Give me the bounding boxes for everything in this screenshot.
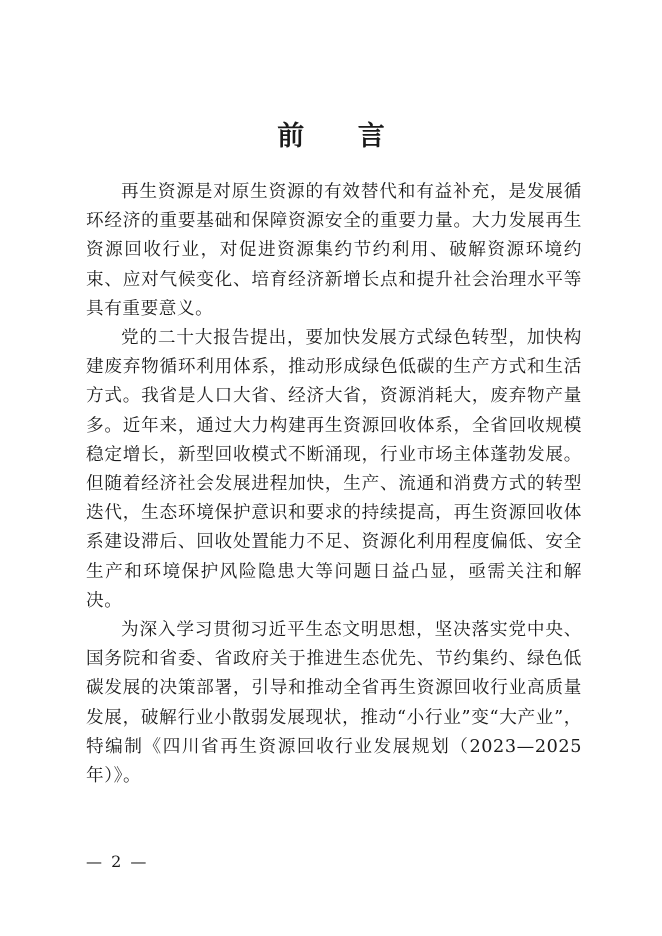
paragraph-2: 党的二十大报告提出，要加快发展方式绿色转型，加快构建废弃物循环利用体系，推动形成绿色低碳的生产方式和生活方式。我省是人口大省、经济大省，资源消耗大，废弃物产量多。近年来，通过大力构建再生资源回收体系，全省回收规模稳定增长，新型回收模式不断涌现，行业市场主体蓬勃发展。但随着经济社会发展进程加快，生产、流通和消费方式的转型迭代，生态环境保护意识和要求的持续提高，再生资源回收体系建设滞后、回收处置能力不足、资源化利用程度偏低、安全生产和环境保护风险隐患大等问题日益凸显，亟需关注和解决。 bbox=[86, 328, 582, 611]
paragraph-1: 再生资源是对原生资源的有效替代和有益补充，是发展循环经济的重要基础和保障资源安全的重要力量。大力发展再生资源回收行业，对促进资源集约节约利用、破解资源环境约束、应对气候变化、培育经济新增长点和提升社会治理水平等具有重要意义。 bbox=[86, 182, 582, 319]
document-title: 前 言 bbox=[277, 121, 407, 152]
document-body bbox=[86, 178, 582, 791]
page-number: — 2 — bbox=[86, 852, 149, 871]
paragraph-3: 为深入学习贯彻习近平生态文明思想，坚决落实党中央、国务院和省委、省政府关于推进生态优先、节约集约、绿色低碳发展的决策部署，引导和推动全省再生资源回收行业高质量发展，破解行业小散弱发展现状，推动“小行业”变“大产业”，特编制《四川省再生资源回收行业发展规划（2023—2025年）》。 bbox=[86, 620, 582, 787]
